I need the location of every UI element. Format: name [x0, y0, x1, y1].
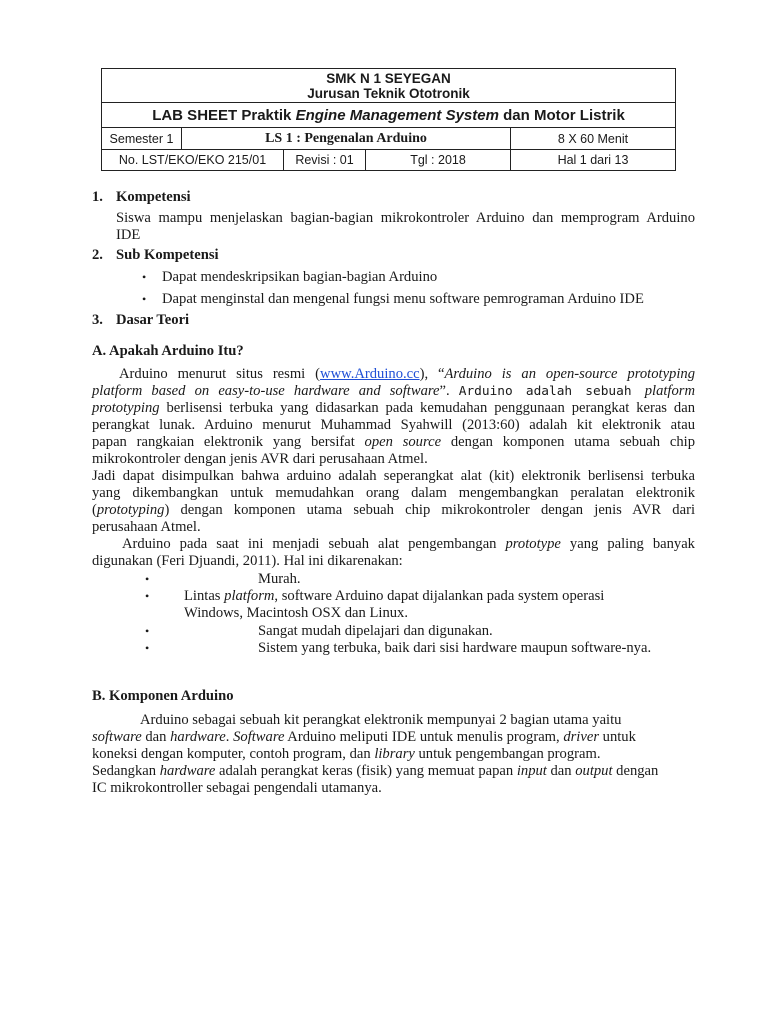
- department-name: Jurusan Teknik Ototronik: [307, 85, 470, 101]
- lab-prefix: LAB SHEET Praktik: [152, 106, 296, 124]
- text-run: yang paling banyak: [560, 536, 695, 552]
- text-run: ), “: [419, 366, 445, 382]
- text-run: prototyping: [96, 502, 165, 518]
- text-run: dan: [141, 729, 171, 745]
- part-b-line-4: [92, 763, 658, 780]
- part-a-line-7: Jadi dapat disimpulkan bahwa arduino adalah seperangkat alat (kit) elektronik berlisensi terbuka: [92, 468, 695, 484]
- text-run: untuk pengembangan program.: [414, 746, 601, 762]
- bullet-icon: •: [142, 270, 147, 284]
- section-1-text: Siswa mampu menjelaskan bagian-bagian mikrokontroler Arduino dan memprogram Arduino: [116, 210, 695, 226]
- part-a-line-2: [92, 383, 695, 400]
- section-2-title: Sub Kompetensi: [116, 247, 219, 263]
- part-b-line-5: IC mikrokontroller sebagai pengendali utamanya.: [92, 780, 382, 796]
- revision-cell: Revisi : 01: [284, 150, 366, 170]
- text-run: hardware: [170, 729, 226, 745]
- part-a-line-1: [119, 366, 695, 383]
- part-a-line-3: [92, 400, 695, 417]
- text-run: Lintas: [184, 588, 225, 604]
- part-a-title: A. Apakah Arduino Itu?: [92, 343, 244, 359]
- sub-competency-item: Dapat menginstal dan mengenal fungsi menu software pemrograman Arduino IDE: [162, 291, 644, 307]
- text-run: , software Arduino dapat dijalankan pada system operasi: [274, 588, 605, 604]
- arduino-website-link[interactable]: www.Arduino.cc: [320, 366, 420, 382]
- text-run: hardware: [159, 763, 216, 779]
- text-run: ) dengan komponen utama sebuah chip mikrokontroler dengan jenis AVR dari: [164, 502, 695, 518]
- bullet-icon: •: [142, 292, 147, 306]
- doc-number-cell: No. LST/EKO/EKO 215/01: [102, 150, 284, 170]
- bullet-icon: •: [145, 641, 150, 655]
- text-run: Software: [233, 729, 285, 745]
- part-a-line-4: perangkat lunak. Arduino menurut Muhammad Syahwill (2013:60) adalah kit elektronik atau: [92, 417, 695, 433]
- date-cell: Tgl : 2018: [366, 150, 511, 170]
- reason-item: [184, 588, 604, 605]
- text-run: prototyping: [92, 400, 160, 416]
- text-run: Arduino meliputi IDE untuk menulis program,: [284, 729, 564, 745]
- reason-item: Sangat mudah dipelajari dan digunakan.: [258, 623, 493, 639]
- lab-suffix: dan Motor Listrik: [498, 106, 625, 124]
- reason-item: Sistem yang terbuka, baik dari sisi hardware maupun software-nya.: [258, 640, 652, 656]
- text-run: prototype: [505, 536, 561, 552]
- text-run: .: [225, 729, 234, 745]
- text-run: koneksi dengan komputer, contoh program, dan: [92, 746, 375, 762]
- page-cell: Hal 1 dari 13: [557, 153, 629, 167]
- text-run: Arduino menurut situs resmi (: [119, 366, 321, 382]
- school-name: SMK N 1 SEYEGAN: [326, 70, 451, 86]
- part-b-line-3: [92, 746, 600, 763]
- text-run: software: [92, 729, 142, 745]
- header-info-row: [102, 128, 675, 150]
- part-a-line-6: mikrokontroler dengan jenis AVR dari perusahaan Atmel.: [92, 451, 428, 467]
- text-run: dan: [546, 763, 576, 779]
- text-run: Arduino is an open-source prototyping: [444, 366, 695, 382]
- text-run: input: [516, 763, 547, 779]
- text-run: dengan: [612, 763, 659, 779]
- part-a-line-5: [92, 434, 695, 451]
- part-b-line-2: [92, 729, 636, 746]
- text-run: untuk: [599, 729, 636, 745]
- part-b-title: B. Komponen Arduino: [92, 688, 234, 704]
- reason-item: Murah.: [258, 571, 301, 587]
- section-3-title: Dasar Teori: [116, 312, 190, 328]
- text-run: adalah perangkat keras (fisik) yang memuat papan: [215, 763, 517, 779]
- semester-cell: Semester 1: [102, 128, 182, 149]
- lab-italic: Engine Management System: [295, 106, 499, 124]
- section-3-number: 3.: [92, 312, 103, 328]
- bullet-icon: •: [145, 589, 150, 603]
- sub-competency-item: Dapat mendeskripsikan bagian-bagian Arduino: [162, 269, 438, 285]
- bullet-icon: •: [145, 572, 150, 586]
- text-run: papan rangkaian elektronik yang bersifat: [92, 434, 365, 450]
- text-run: driver: [563, 729, 599, 745]
- text-run: berlisensi terbuka yang didasarkan pada kemudahan penggunaan perangkat keras dan: [159, 400, 695, 416]
- text-run: Arduino adalah sebuah: [458, 384, 645, 399]
- part-a-line-8: yang dikembangkan untuk memudahkan orang dalam mengembangkan peralatan elektronik: [92, 485, 695, 501]
- bullet-icon: •: [145, 624, 150, 638]
- duration-cell: 8 X 60 Menit: [557, 131, 629, 146]
- header-table: [101, 68, 676, 171]
- text-run: (: [92, 502, 97, 518]
- text-run: ”.: [439, 383, 459, 399]
- text-run: platform based on easy-to-use hardware and software: [92, 383, 440, 399]
- part-a-line-12: digunakan (Feri Djuandi, 2011). Hal ini dikarenakan:: [92, 553, 403, 569]
- lab-sheet-title: [102, 103, 675, 128]
- part-a-line-9: [92, 502, 695, 519]
- part-a-line-10: perusahaan Atmel.: [92, 519, 201, 535]
- part-b-line-1: Arduino sebagai sebuah kit perangkat elektronik mempunyai 2 bagian utama yaitu: [140, 712, 622, 728]
- text-run: output: [575, 763, 613, 779]
- part-a-line-11: [122, 536, 695, 553]
- section-1-number: 1.: [92, 189, 103, 205]
- section-2-number: 2.: [92, 247, 103, 263]
- text-run: platform: [224, 588, 275, 604]
- text-run: Sedangkan: [92, 763, 160, 779]
- reason-item-continued: Windows, Macintosh OSX dan Linux.: [184, 605, 408, 621]
- text-run: platform: [644, 383, 695, 399]
- header-title-row: [102, 69, 675, 103]
- text-run: dengan komponen utama sebuah chip: [441, 434, 695, 450]
- text-run: Arduino pada saat ini menjadi sebuah alat pengembangan: [122, 536, 506, 552]
- text-run: library: [374, 746, 415, 762]
- section-1-title: Kompetensi: [116, 189, 191, 205]
- ls-title-cell: LS 1 : Pengenalan Arduino: [182, 128, 511, 149]
- text-run: open source: [364, 434, 442, 450]
- header-doc-row: [102, 150, 675, 170]
- section-1-text-end: IDE: [116, 227, 141, 243]
